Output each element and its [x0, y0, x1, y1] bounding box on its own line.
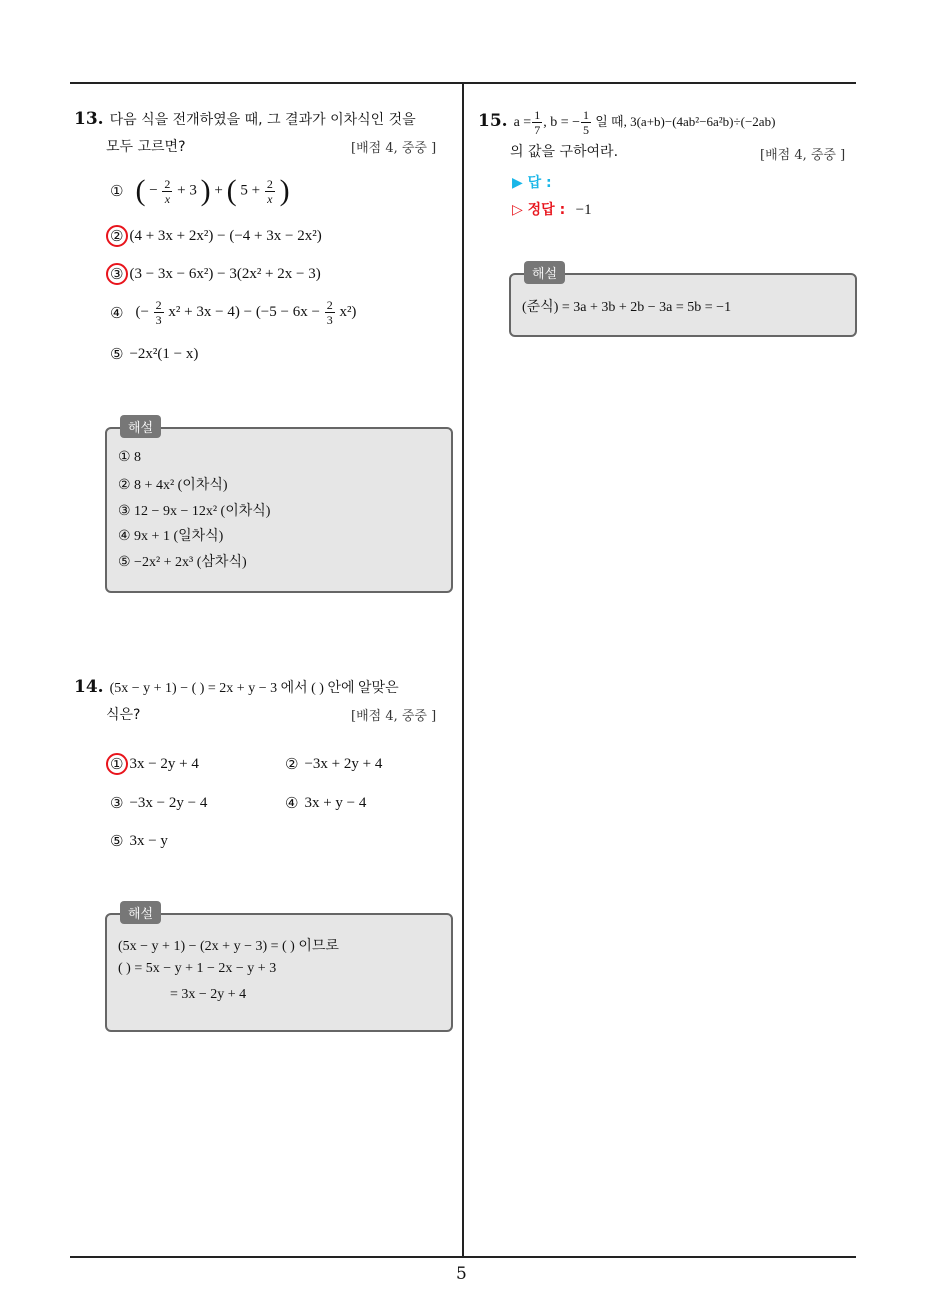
fraction: $\frac{1}{5}$	[582, 108, 589, 137]
q14-number: 14.	[74, 677, 104, 697]
q15-score: [배점 4, 중중 ]	[760, 148, 846, 163]
option-number: ④	[110, 303, 124, 322]
option-number: ③	[110, 794, 124, 812]
q14-option-3[interactable]	[110, 794, 207, 812]
correct-answer	[512, 199, 592, 219]
option-expression: 3x + y − 4	[304, 794, 367, 811]
column-divider	[462, 82, 464, 1258]
q13-number: 13.	[74, 109, 104, 129]
q15-number: 15.	[478, 110, 508, 131]
q14-option-4[interactable]	[285, 794, 366, 812]
option-number: ②	[110, 227, 124, 245]
q13-text-line2: 모두 고르면?	[106, 139, 186, 155]
question-15: 15. a = $\frac{1}{7}$ , b = − $\frac{1}{5}$ 일 때, 3(a+b)−(4ab²−6a²b)÷(−2ab)	[478, 108, 776, 137]
q13-option-4[interactable]: ④ (− $\frac{2}{3}$ x² + 3x − 4) − (−5 − 6x − $\frac{2}{3}$ x²)	[110, 298, 357, 327]
q13-option-3[interactable]	[110, 265, 321, 283]
option-expression: (3 − 3x − 6x²) − 3(2x² + 2x − 3)	[129, 265, 321, 282]
option-number: ②	[285, 755, 299, 773]
correct-label: ▷ 정답 :	[512, 202, 566, 218]
option-expression: 3x − y	[129, 832, 168, 849]
option-expression: −2x²(1 − x)	[129, 345, 199, 362]
q14-solution-tag: 해설	[120, 901, 161, 924]
option-number: ①	[110, 755, 124, 773]
q14-solution-line-3: = 3x − 2y + 4	[170, 987, 247, 1002]
page-number: 5	[456, 1264, 467, 1284]
q13-solution-line-2: ② 8 + 4x² (이차식)	[118, 478, 228, 493]
q13-solution-tag: 해설	[120, 415, 161, 438]
q13-option-2[interactable]	[110, 227, 322, 245]
option-number: ③	[110, 265, 124, 283]
q14-option-2[interactable]	[285, 755, 382, 773]
q13-solution-line-4: ④ 9x + 1 (일차식)	[118, 529, 224, 544]
option-expression: −3x − 2y − 4	[129, 794, 208, 811]
option-number: ①	[110, 182, 124, 200]
option-expression: −3x + 2y + 4	[304, 755, 383, 772]
fraction: $\frac{2}{3}$	[155, 298, 162, 327]
q15-solution-line: (준식) = 3a + 3b + 2b − 3a = 5b = −1	[522, 300, 732, 315]
q15-solution-tag: 해설	[524, 261, 565, 284]
fraction: $\frac{1}{7}$	[534, 108, 541, 137]
q13-option-5[interactable]	[110, 345, 198, 363]
option-expression: 3x − 2y + 4	[129, 755, 199, 772]
q14-text-line2: 식은?	[106, 707, 141, 723]
answer-label: ▶ 답 :	[512, 175, 552, 191]
fraction: $\frac{2}{x}$	[164, 176, 171, 206]
q14-option-1[interactable]	[110, 755, 199, 773]
q14-solution-line-2: ( ) = 5x − y + 1 − 2x − y + 3	[118, 961, 277, 976]
q13-text-line1: 13. 다음 식을 전개하였을 때, 그 결과가 이차식인 것을	[74, 109, 416, 129]
correct-value: −1	[575, 202, 592, 218]
q13-score: [배점 4, 중중 ]	[351, 141, 437, 156]
q13-solution-line-3: ③ 12 − 9x − 12x² (이차식)	[118, 504, 271, 519]
option-number: ⑤	[110, 345, 124, 363]
q13-option-1[interactable]: ① ( − $\frac{2}{x}$ + 3 ) + ( 5 + $\frac{2}{x}$ )	[110, 174, 290, 207]
q14-option-5[interactable]	[110, 832, 168, 850]
option-number: ⑤	[110, 832, 124, 850]
fraction: $\frac{2}{x}$	[266, 176, 273, 206]
q15-text-line2: 의 값을 구하여라.	[510, 144, 619, 160]
bottom-rule	[70, 1256, 856, 1258]
q13-solution-line-1: ① 8	[118, 450, 142, 465]
q14-solution-line-1: (5x − y + 1) − (2x + y − 3) = ( ) 이므로	[118, 939, 339, 954]
q13-solution-line-5: ⑤ −2x² + 2x³ (삼차식)	[118, 555, 247, 570]
option-number: ④	[285, 794, 299, 812]
fraction: $\frac{2}{3}$	[326, 298, 333, 327]
q14-score: [배점 4, 중중 ]	[351, 709, 437, 724]
option-expression: (4 + 3x + 2x²) − (−4 + 3x − 2x²)	[129, 227, 322, 244]
q14-text-line1: 14. (5x − y + 1) − ( ) = 2x + y − 3 에서 ( ) 안에 알맞은	[74, 677, 399, 697]
